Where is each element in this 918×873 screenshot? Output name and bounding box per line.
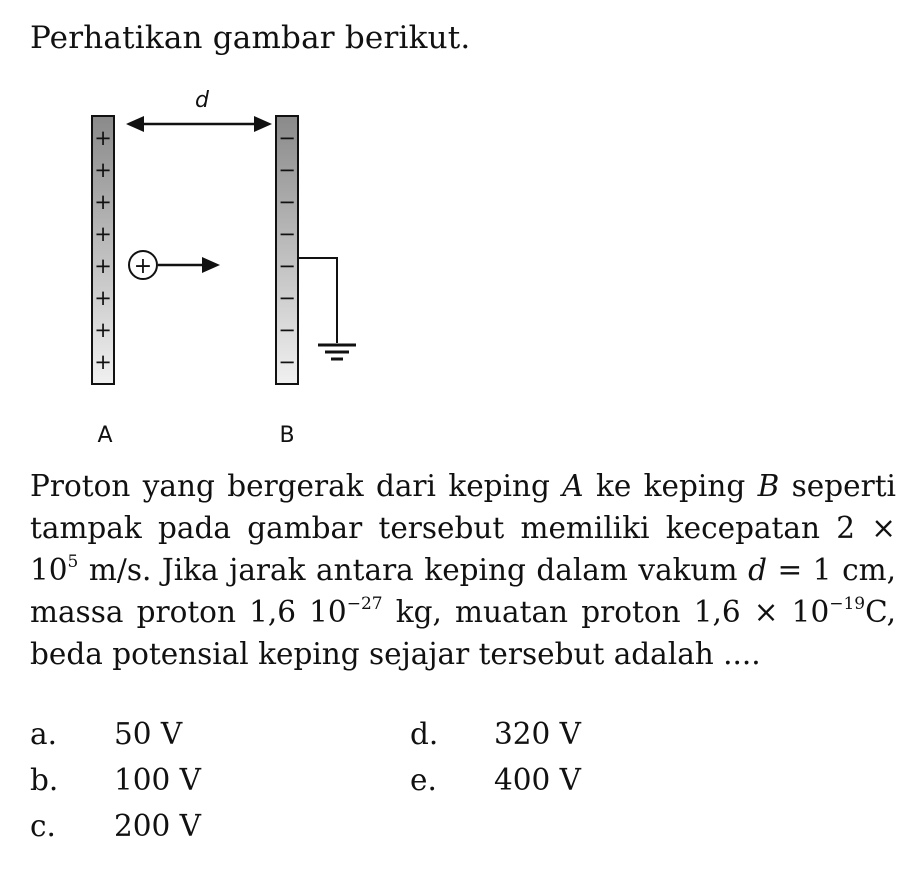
question-text: Proton yang bergerak dari keping A ke keping B seperti tampak pada gambar tersebut memiliki kecepatan $2 \times 10^5$ m/s. Jika jarak antara keping dalam vakum d = 1 cm, massa proton 1,6 $10^{-27}$ kg, muatan proton $1,6 \times 10^{-19}C$, beda potensial keping sejajar tersebut adalah .... <box>30 469 897 671</box>
plate-b-charge-sign: − <box>278 318 296 342</box>
plate-a-charge-sign: + <box>94 350 112 374</box>
plate-b-charge-sign: − <box>278 286 296 310</box>
capacitor-figure <box>80 84 380 454</box>
velocity-arrow <box>158 257 220 273</box>
plate-b-charge-sign: − <box>278 190 296 214</box>
plate-b-var: B <box>757 469 780 503</box>
plate-a-charge-sign: + <box>94 126 112 150</box>
option-a[interactable]: a. 50 V <box>30 717 183 751</box>
plate-b-charge-sign: − <box>278 254 296 278</box>
plate-a-charge-sign: + <box>94 254 112 278</box>
distance-var: d <box>748 553 767 587</box>
option-e[interactable]: e. 400 V <box>410 763 581 797</box>
plate-a-label: A <box>97 423 113 448</box>
distance-label: d <box>195 88 209 113</box>
question-instruction: Perhatikan gambar berikut. <box>30 20 471 56</box>
plate-a-charge-sign: + <box>94 158 112 182</box>
capacitor-diagram <box>80 84 380 454</box>
option-d[interactable]: d. 320 V <box>410 717 581 751</box>
plate-b-label: B <box>279 423 295 448</box>
plate-b-charge-sign: − <box>278 222 296 246</box>
plate-a-var: A <box>562 469 584 503</box>
option-b[interactable]: b. 100 V <box>30 763 201 797</box>
plate-a <box>92 116 114 384</box>
ground-icon <box>299 258 356 359</box>
plate-b-charge-sign: − <box>278 126 296 150</box>
plate-b-charge-sign: − <box>278 158 296 182</box>
option-c[interactable]: c. 200 V <box>30 809 201 843</box>
plate-a-charge-sign: + <box>94 286 112 310</box>
plate-a-charge-sign: + <box>94 190 112 214</box>
proton-symbol: + <box>133 254 153 279</box>
plate-b <box>276 116 298 384</box>
proton <box>129 251 157 279</box>
plate-b-charge-sign: − <box>278 350 296 374</box>
distance-arrow <box>126 116 272 132</box>
plate-a-charge-sign: + <box>94 318 112 342</box>
plate-a-charge-sign: + <box>94 222 112 246</box>
